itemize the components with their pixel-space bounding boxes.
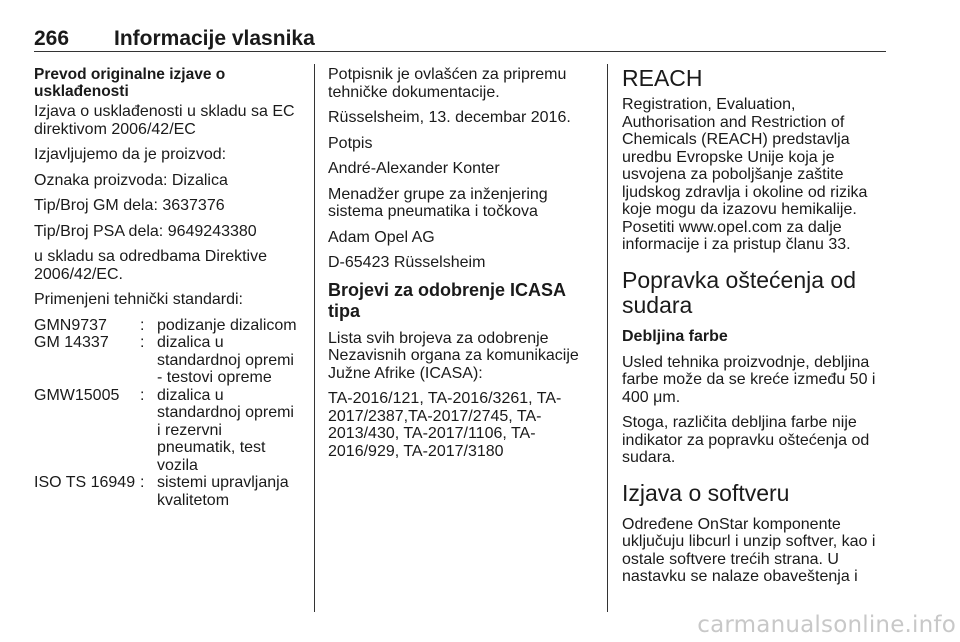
icasa-heading: Brojevi za odobrenje ICASA tipa (328, 279, 566, 321)
column-2 (328, 66, 594, 468)
standard-row (34, 387, 300, 475)
standard-description: dizalica u standardnoj opremi i rezervni pneumatik, test vozila (157, 386, 294, 474)
software-title: Izjava o softveru (622, 479, 790, 506)
reach-title: REACH (622, 65, 703, 91)
page-header (34, 27, 886, 53)
column-divider-1 (314, 64, 315, 612)
paint-thickness-title: Debljina farbe (622, 327, 728, 345)
paragraph: u skladu sa odredbama Direktive 2006/42/EC. (34, 248, 268, 283)
paragraph: Rüsselsheim, 13. decembar 2016. (328, 109, 571, 126)
standard-description: sistemi upravljanja kvalitetom (157, 474, 289, 509)
standard-colon: : (140, 386, 145, 404)
paragraph: Menadžer grupe za inženjering sistema pneumatika i točkova (328, 185, 548, 220)
paragraph: Izjavljujemo da je proizvod: (34, 146, 227, 163)
standard-colon: : (140, 474, 145, 491)
chapter-title: Informacije vlasnika (114, 27, 315, 50)
standard-row (34, 474, 300, 509)
standard-row (34, 317, 300, 335)
standard-code: ISO TS 16949 (34, 474, 136, 491)
paragraph: Izjava o usklađenosti u skladu sa EC direktivom 2006/42/EC (34, 103, 295, 138)
paragraph: Tip/Broj GM dela: 3637376 (34, 197, 225, 214)
standards-list (34, 317, 300, 510)
paragraph: Adam Opel AG (328, 228, 435, 246)
paragraph: Potpisnik je ovlašćen za pripremu tehničke dokumentacije. (328, 66, 567, 101)
paragraph: Tip/Broj PSA dela: 9649243380 (34, 222, 257, 240)
paragraph: Oznaka proizvoda: Dizalica (34, 171, 228, 189)
paragraph: Primenjeni tehnički standardi: (34, 291, 243, 308)
column-3 (622, 66, 888, 594)
paragraph: Potpis (328, 134, 373, 152)
standard-row (34, 334, 300, 387)
paragraph: Određene OnStar komponente uključuju libcurl i unzip softver, kao i ostale softvere trećih strana. U nastavku se nalaze obaveštenja i (622, 515, 876, 585)
column-1 (34, 66, 300, 509)
approval-numbers: TA-2016/121, TA-2016/3261, TA-2017/2387,TA-2017/2745, TA-2013/430, TA-2017/1106, TA-2016/929, TA-2017/3180 (328, 390, 562, 460)
declaration-heading: Prevod originalne izjave o usklađenosti (34, 66, 226, 100)
paragraph: Lista svih brojeva za odobrenje Nezavisnih organa za komunikacije Južne Afrike (ICASA): (328, 329, 579, 382)
standard-description: dizalica u standardnoj opremi - testovi opreme (157, 334, 294, 386)
standard-colon: : (140, 334, 145, 351)
header-rule (34, 51, 886, 52)
standard-code: GM 14337 (34, 334, 109, 351)
page-number: 266 (34, 27, 70, 50)
standard-code: GMN9737 (34, 316, 107, 334)
standard-description: podizanje dizalicom (157, 316, 297, 334)
paragraph: Stoga, različita debljina farbe nije indikator za popravku oštećenja od sudara. (622, 414, 870, 466)
paragraph: Usled tehnika proizvodnje, debljina farbe može da se kreće između 50 i 400 μm. (622, 353, 876, 406)
reach-text: Registration, Evaluation, Authorisation and Restriction of Chemicals (REACH) predstavlja uredbu Evropske Unije koja je usvojena za poboljšanje zaštite ljudskog zdravlja i okoline od rizika koje mogu da izazovu hemikalije. Posetiti www.opel.com za dalje informacije i za pristup članu 33. (622, 96, 868, 253)
repair-title: Popravka oštećenja od sudara (622, 266, 856, 318)
paragraph: André-Alexander Konter (328, 160, 500, 177)
watermark: carmanualsonline.info (697, 612, 956, 638)
column-divider-2 (607, 64, 608, 612)
paragraph: D-65423 Rüsselsheim (328, 254, 486, 271)
standard-code: GMW15005 (34, 386, 120, 404)
standard-colon: : (140, 316, 145, 334)
